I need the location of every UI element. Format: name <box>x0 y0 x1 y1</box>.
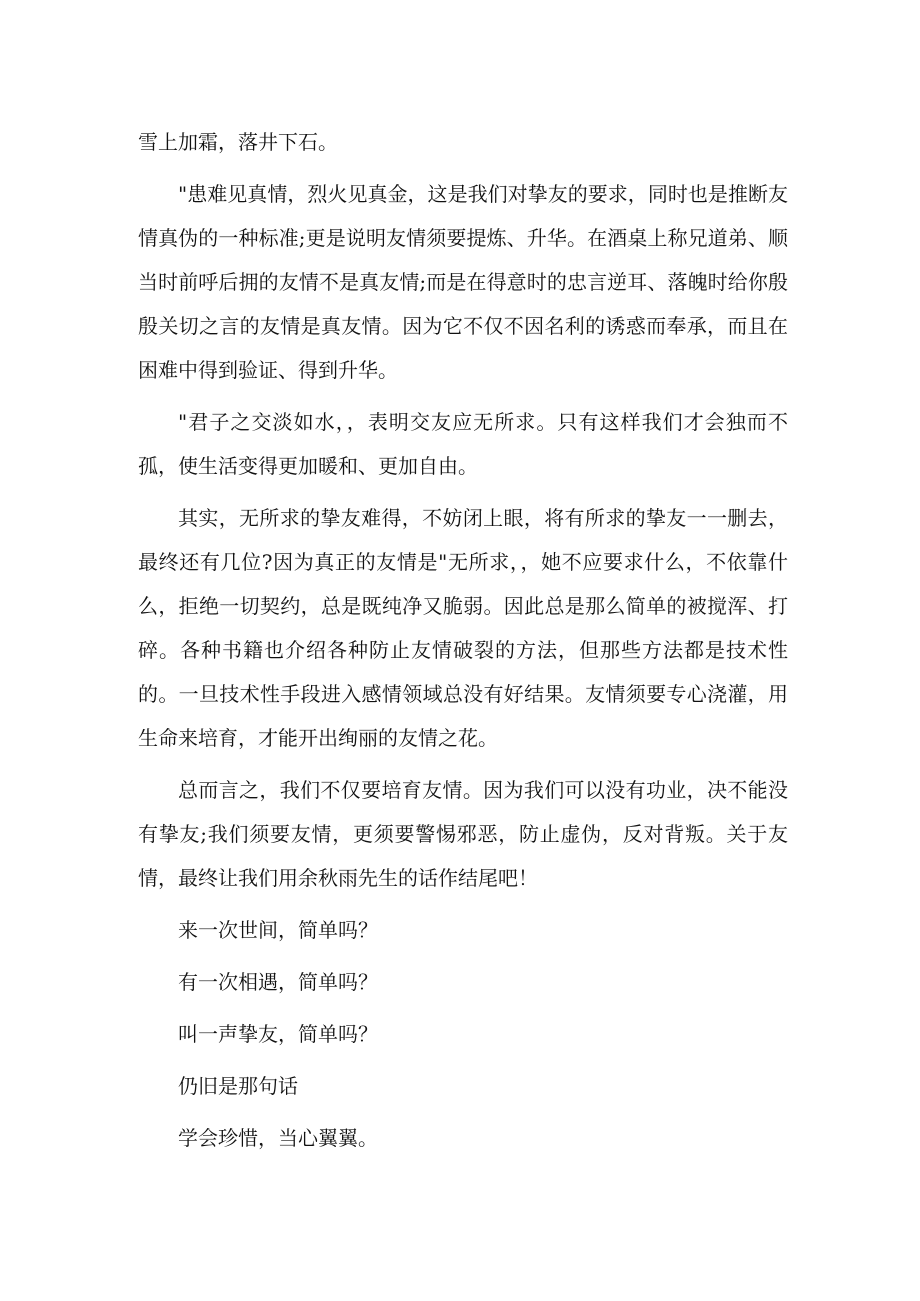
poem-line-2: 有一次相遇，简单吗？ <box>178 970 378 994</box>
poem-line-1: 来一次世间，简单吗？ <box>178 918 378 942</box>
poem-line-5: 学会珍惜，当心翼翼。 <box>178 1126 378 1150</box>
paragraph-3: "君子之交淡如水，，表明交友应无所求。只有这样我们才会独而不孤，使生活变得更加暖和、更加自由。 <box>138 410 788 478</box>
poem-line-4: 仍旧是那句话 <box>178 1074 298 1098</box>
paragraph-2: "患难见真情，烈火见真金，这是我们对挚友的要求，同时也是推断友情真伪的一种标准;更是说明友情须要提炼、升华。在酒桌上称兄道弟、顺当时前呼后拥的友情不是真友情;而是在得意时的忠言逆耳、落魄时给你殷殷关切之言的友情是真友情。因为它不仅不因名利的诱惑而奉承，而且在困难中得到验证、得到升华。 <box>138 182 788 382</box>
document-body <box>138 120 788 1160</box>
paragraph-5: 总而言之，我们不仅要培育友情。因为我们可以没有功业，决不能没有挚友;我们须要友情，更须要警惕邪恶，防止虚伪，反对背叛。关于友情，最终让我们用余秋雨先生的话作结尾吧！ <box>138 778 788 890</box>
paragraph-4: 其实，无所求的挚友难得，不妨闭上眼，将有所求的挚友一一删去，最终还有几位?因为真正的友情是"无所求，，她不应要求什么，不依靠什么，拒绝一切契约，总是既纯净又脆弱。因此总是那么简单的被搅浑、打碎。各种书籍也介绍各种防止友情破裂的方法，但那些方法都是技术性的。一旦技术性手段进入感情领域总没有好结果。友情须要专心浇灌，用生命来培育，才能开出绚丽的友情之花。 <box>138 506 788 750</box>
paragraph-1: 雪上加霜，落井下石。 <box>138 130 338 154</box>
poem-line-3: 叫一声挚友，简单吗？ <box>178 1022 378 1046</box>
